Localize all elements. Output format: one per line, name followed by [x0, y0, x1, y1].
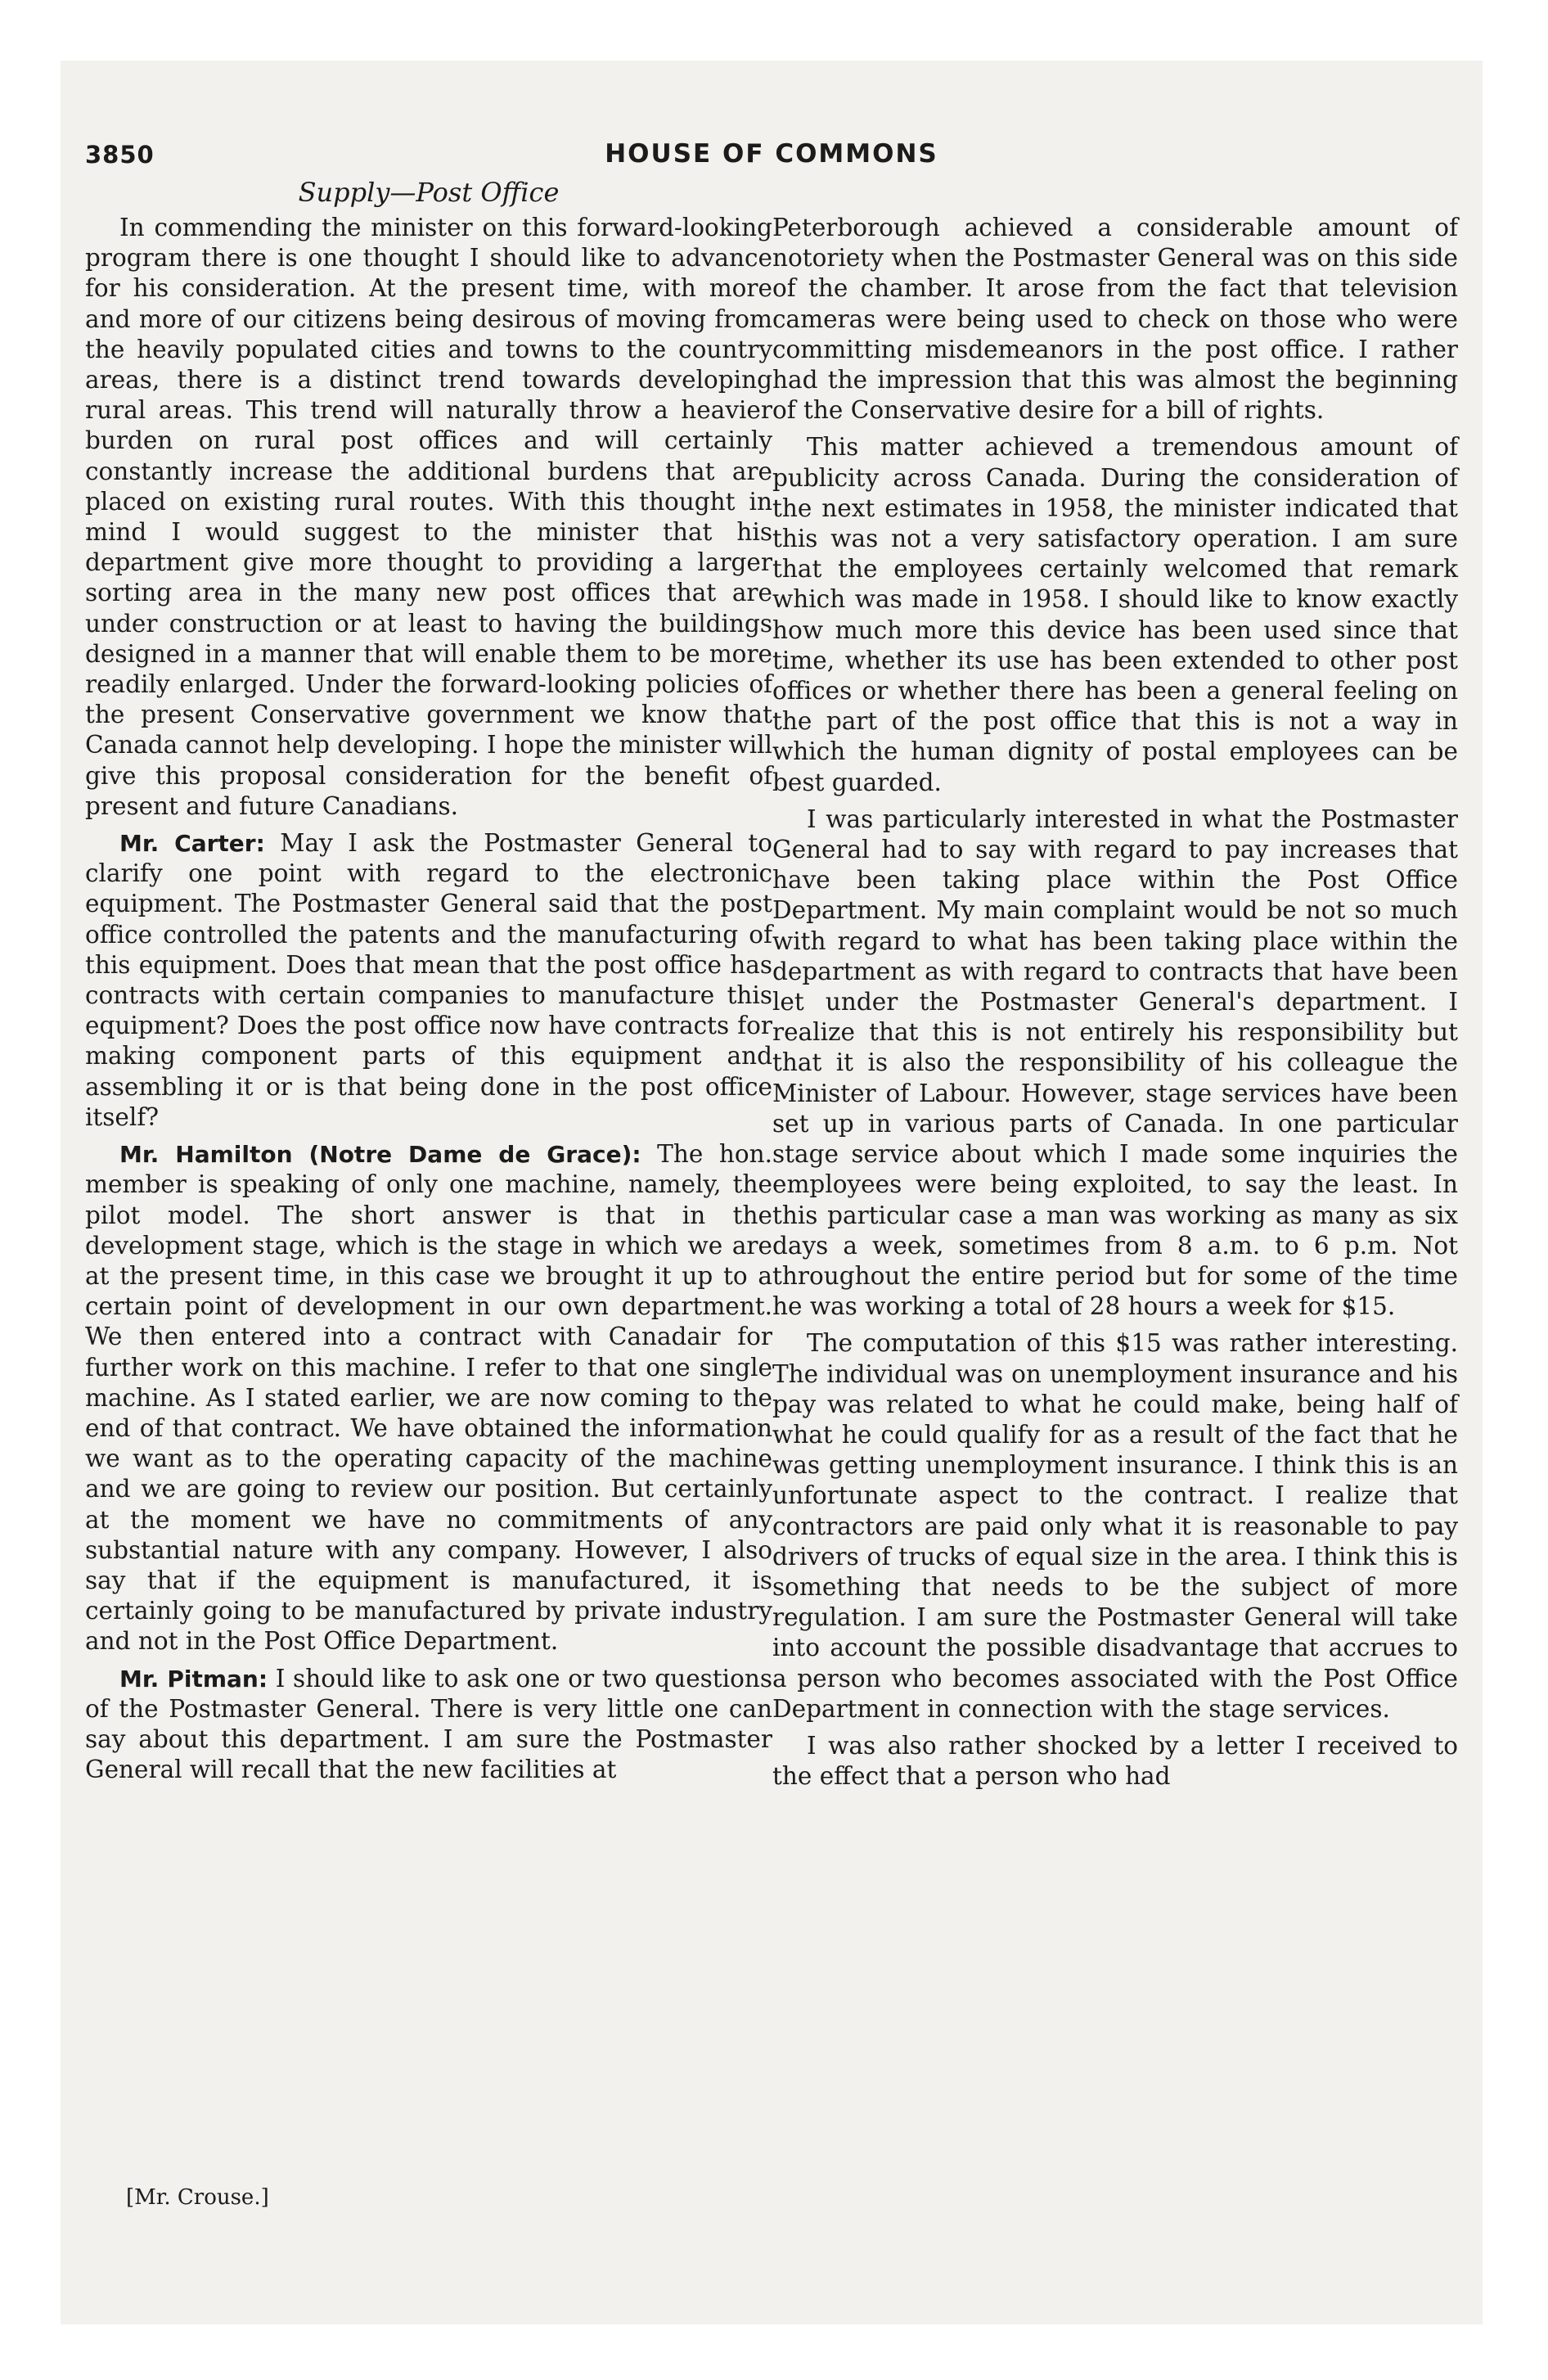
speaker-name: Mr. Pitman:	[119, 1665, 268, 1693]
footer-attribution: [Mr. Crouse.]	[126, 2185, 269, 2210]
paragraph: Peterborough achieved a considerable amount of notoriety when the Postmaster General was on this side of the chamber. It arose from the fact that television cameras were being used to check on those who were committing misdemeanors in the post office. I rather had the impression that this was almost the beginning of the Conservative desire for a bill of rights.	[772, 214, 1458, 425]
paragraph: In commending the minister on this forward-looking program there is one thought I should like to advance for his consideration. At the present time, with more and more of our citizens being desirous of moving from the heavily populated cities and towns to the country areas, there is a distinct trend towards developing rural areas. This trend will naturally throw a heavier burden on rural post offices and will certainly constantly increase the additional burdens that are placed on existing rural routes. With this thought in mind I would suggest to the minister that his department give more thought to providing a larger sorting area in the many new post offices that are under construction or at least to having the buildings designed in a manner that will enable them to be more readily enlarged. Under the forward-looking policies of the present Conservative government we know that Canada cannot help developing. I hope the minister will give this proposal consideration for the benefit of present and future Canadians.	[85, 214, 772, 820]
page-title: HOUSE OF COMMONS	[605, 139, 938, 169]
paragraph: I was particularly interested in what the Postmaster General had to say with regard to pay increases that have been taking place within the Post Office Department. My main complaint would be not so much with regard to what has been taking place within the department as with regard to contracts that have been let under the Postmaster General's department. I realize that this is not entirely his responsibility but that it is also the responsibility of his colleague the Minister of Labour. However, stage services have been set up in various parts of Canada. In one particular stage service about which I made some inquiries the employees were being exploited, to say the least. In this particular case a man was working as many as six days a week, sometimes from 8 a.m. to 6 p.m. Not throughout the entire period but for some of the time he was working a total of 28 hours a week for $15.	[772, 805, 1458, 1321]
paragraph	[85, 1664, 772, 1786]
paragraph: The computation of this $15 was rather interesting. The individual was on unemployment insurance and his pay was related to what he could make, being half of what he could qualify for as a result of the fact that he was getting unemployment insurance. I think this is an unfortunate aspect to the contract. I realize that contractors are paid only what it is reasonable to pay drivers of trucks of equal size in the area. I think this is something that needs to be the subject of more regulation. I am sure the Postmaster General will take into account the possible disadvantage that accrues to a person who becomes associated with the Post Office Department in connection with the stage services.	[772, 1329, 1458, 1723]
document-page	[61, 61, 1483, 2324]
paragraph	[85, 1139, 772, 1657]
left-column	[85, 213, 772, 1792]
page-number: 3850	[85, 141, 155, 169]
speech-text: May I ask the Postmaster General to clarify one point with regard to the electronic equipment. The Postmaster General said that the post office controlled the patents and the manufacturing of this equipment. Does that mean that the post office has contracts with certain companies to manufacture this equipment? Does the post office now have contracts for making component parts of this equipment and assembling it or is that being done in the post office itself?	[85, 829, 772, 1131]
paragraph: I was also rather shocked by a letter I received to the effect that a person who had	[772, 1731, 1458, 1791]
right-column	[772, 213, 1458, 1798]
paragraph	[85, 828, 772, 1133]
speech-text: I should like to ask one or two questions of the Postmaster General. There is very little one can say about this department. I am sure the Postmaster General will recall that the new facilities at	[85, 1664, 772, 1784]
speech-text: The hon. member is speaking of only one machine, namely, the pilot model. The short answer is that in the development stage, which is the stage in which we are at the present time, in this case we brought it up to a certain point of development in our own department. We then entered into a contract with Canadair for further work on this machine. I refer to that one single machine. As I stated earlier, we are now coming to the end of that contract. We have obtained the information we want as to the operating capacity of the machine and we are going to review our position. But certainly at the moment we have no commitments of any substantial nature with any company. However, I also say that if the equipment is manufactured, it is certainly going to be manufactured by private industry and not in the Post Office Department.	[85, 1140, 772, 1656]
speaker-name: Mr. Carter:	[119, 830, 265, 858]
speaker-name: Mr. Hamilton (Notre Dame de Grace):	[119, 1141, 641, 1169]
section-subject: Supply—Post Office	[298, 177, 560, 208]
paragraph: This matter achieved a tremendous amount of publicity across Canada. During the consideration of the next estimates in 1958, the minister indicated that this was not a very satisfactory operation. I am sure that the employees certainly welcomed that remark which was made in 1958. I should like to know exactly how much more this device has been used since that time, whether its use has been extended to other post offices or whether there has been a general feeling on the part of the post office that this is not a way in which the human dignity of postal employees can be best guarded.	[772, 433, 1458, 796]
